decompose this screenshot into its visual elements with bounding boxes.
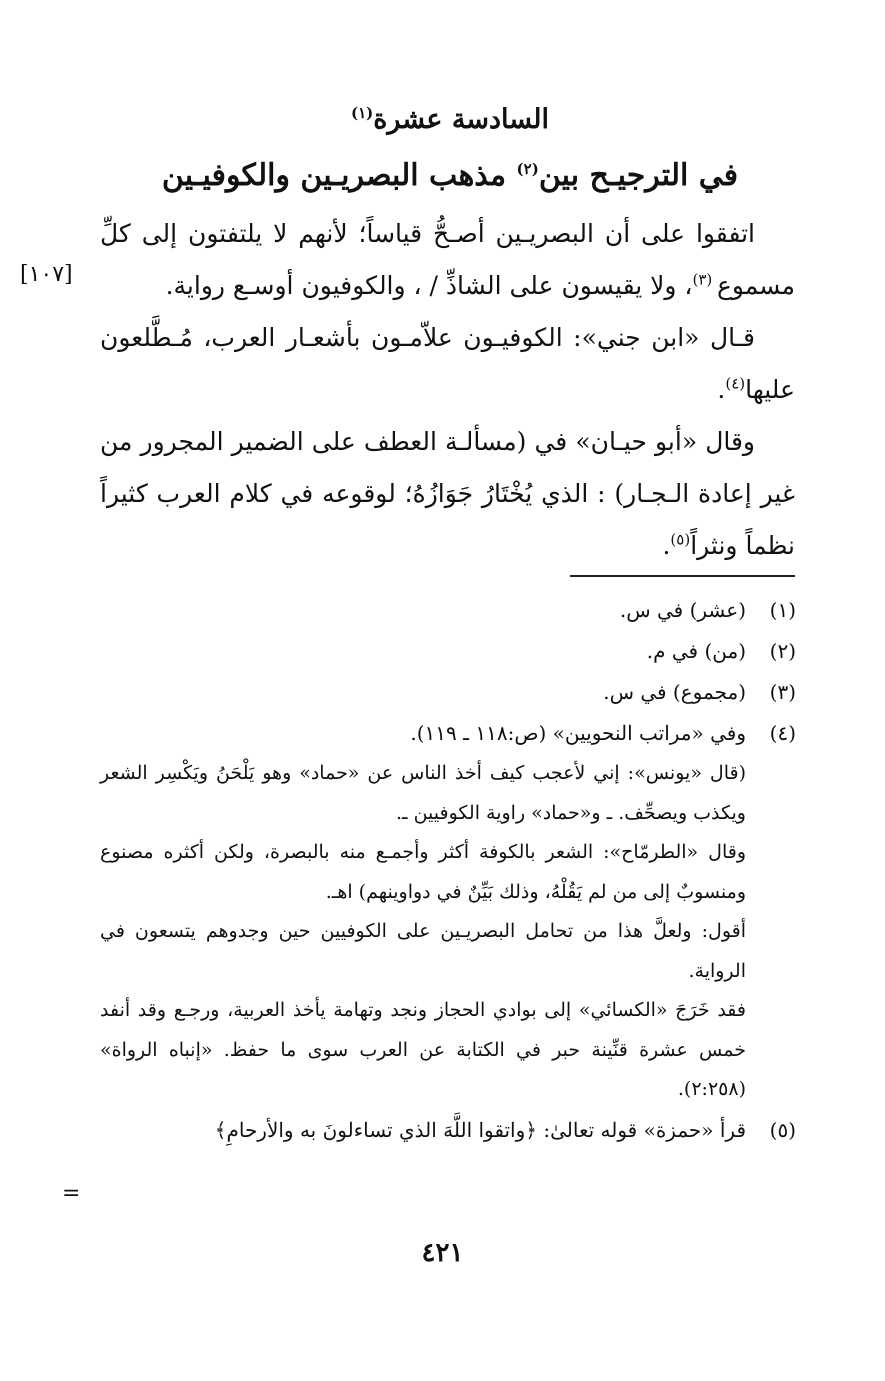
footnote-number: (٥) bbox=[769, 1117, 796, 1142]
quotation-paragraph-2: وقال «الطرمّاح»: الشعر بالكوفة أكثر وأجمـع منه بالبصرة، ولكن أكثره مصنوع ومنسوبٌ إلى من لم يَقُلْهُ، وذلك بَيِّنٌ في دواوينهم) اهـ. bbox=[100, 841, 746, 903]
paragraph-1-text-a: اتفقوا على أن البصريـين أصـحُّ قياساً؛ لأنهم لا يلتفتون إلى كلِّ مسموع bbox=[100, 219, 795, 300]
quotation-paragraph-1: (قال «يونس»: إني لأعجب كيف أخذ الناس عن «حماد» وهو يَلْحَنُ ويَكْسِر الشعر ويكذب ويصحِّف. ـ و«حماد» راوية الكوفيين ـ. bbox=[100, 762, 746, 824]
section-title bbox=[100, 100, 800, 140]
paragraph-2-text-a: قـال «ابن جني»: الكوفيـون علاّمـون بأشعـار العرب، مُـطَّلعون عليها bbox=[100, 323, 795, 404]
paragraph-1 bbox=[100, 208, 795, 312]
paragraph-2-text-b: . bbox=[717, 375, 726, 404]
footnote-ref-1: (١) bbox=[350, 104, 374, 122]
continuation-mark: = bbox=[62, 1181, 81, 1206]
footnote-4 bbox=[60, 713, 796, 754]
footnote-ref-3: (٣) bbox=[692, 270, 718, 289]
paragraph-1-text-b: ، ولا يقيسون على الشاذِّ / ، والكوفيون أوسـع رواية. bbox=[165, 271, 693, 300]
footnote-text: وفي «مراتب النحويين» (ص:١١٨ ـ ١١٩). bbox=[410, 721, 746, 745]
footnote-text: (مجموع) في س. bbox=[603, 680, 746, 704]
paragraph-3-text-b: . bbox=[662, 531, 671, 560]
footnote-3 bbox=[60, 672, 796, 713]
quotation-paragraph-4: فقد خَرَجَ «الكسائي» إلى بوادي الحجاز ونجد وتهامة يأخذ العربية، ورجـع وقد أنفد خمس عشرة قنِّينة حبر في الكتابة عن العرب سوى ما حفظ. «إنباه الرواة» (٢:٢٥٨). bbox=[100, 999, 746, 1100]
footnote-number: (١) bbox=[769, 598, 796, 622]
subtitle-part-2: مذهب البصريـين والكوفيـين bbox=[161, 158, 517, 193]
margin-page-reference: [١٠٧] bbox=[20, 262, 73, 287]
paragraph-2 bbox=[100, 312, 795, 416]
quotation-paragraph-3: أقول: ولعلَّ هذا من تحامل البصريـين على الكوفيين حين وجدوهم يتسعون في الرواية. bbox=[100, 920, 746, 982]
section-subtitle bbox=[100, 154, 800, 198]
footnote-2 bbox=[60, 631, 796, 672]
footnote-separator bbox=[570, 575, 795, 577]
footnote-1 bbox=[60, 590, 796, 631]
footnote-ref-2: (٢) bbox=[516, 160, 539, 178]
footnote-ref-5: (٥) bbox=[670, 530, 691, 549]
footnote-ref-4: (٤) bbox=[725, 374, 746, 393]
footnote-5 bbox=[60, 1110, 796, 1151]
footnote-number: (٣) bbox=[769, 680, 796, 704]
footnote-4-quotation bbox=[100, 754, 746, 1110]
footnote-number: (٢) bbox=[769, 639, 796, 663]
footnote-number: (٤) bbox=[769, 721, 796, 745]
footnote-text: قرأ «حمزة» قوله تعالىٰ: ﴿واتقوا اللَّهَ الذي تساءلونَ به والأرحامِ﴾ bbox=[214, 1117, 746, 1142]
page-number: ٤٢١ bbox=[421, 1238, 464, 1268]
paragraph-3 bbox=[100, 416, 795, 572]
footnotes bbox=[60, 590, 796, 1151]
paragraph-3-text-a: وقال «أبو حيـان» في (مسألـة العطف على الضمير المجرور من غير إعادة الـجـار) : الذي يُخْتَارُ جَوَازُهُ؛ لوقوعه في كلام العرب كثيراً نظماً ونثراً bbox=[100, 427, 795, 560]
section-title-text: السادسة عشرة bbox=[373, 104, 550, 135]
footnote-text: (عشر) في س. bbox=[619, 598, 746, 622]
subtitle-part-1: في الترجيـح بين bbox=[538, 158, 739, 193]
footnote-text: (من) في م. bbox=[646, 639, 746, 663]
main-body bbox=[100, 208, 795, 572]
